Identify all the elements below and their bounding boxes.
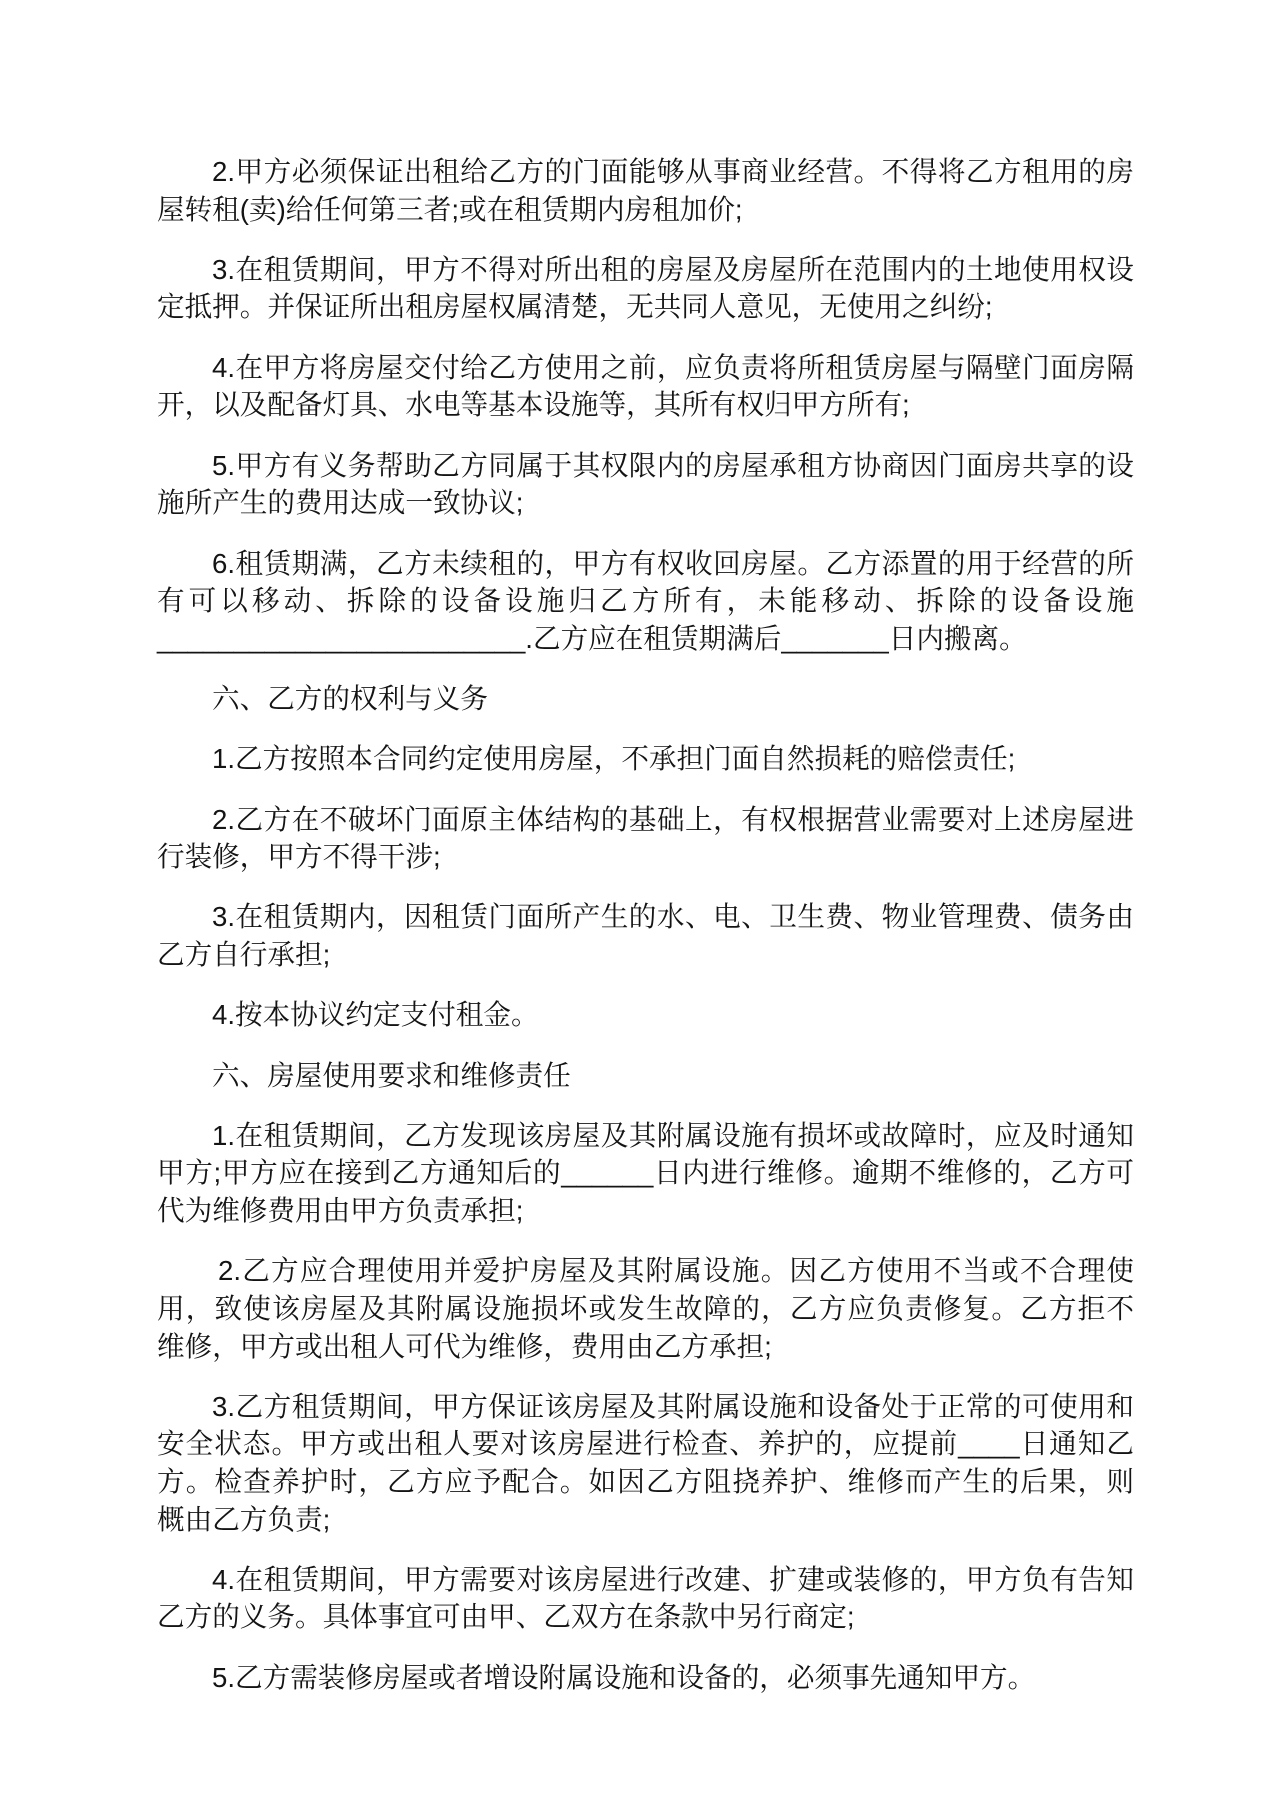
repair-clause-4 [157, 1561, 1134, 1636]
clause-line: 屋转租(卖)给任何第三者;或在租赁期内房租加价; [157, 193, 743, 225]
repair-clause-3 [157, 1388, 1134, 1538]
clause-line: 代为维修费用由甲方负责承担; [157, 1195, 524, 1227]
clause-line: 4.在甲方将房屋交付给乙方使用之前，应负责将所租赁房屋与隔壁门面房隔 [212, 351, 1134, 383]
lessor-clause-4 [157, 349, 1134, 424]
clause-line-with-blanks: ________________________.乙方应在租赁期满后_______日内搬离。 [157, 622, 1027, 654]
clause-line: 乙方自行承担; [157, 939, 331, 970]
clause-line-with-blank: 安全状态。甲方或出租人要对该房屋进行检查、养护的，应提前____日通知乙 [157, 1428, 1134, 1460]
lessee-clause-2 [157, 801, 1134, 876]
section-heading: 六、房屋使用要求和维修责任 [212, 1059, 571, 1091]
clause-line: 5.甲方有义务帮助乙方同属于其权限内的房屋承租方协商因门面房共享的设 [212, 449, 1134, 481]
clause-line: 4.按本协议约定支付租金。 [212, 999, 539, 1031]
lessor-clause-2 [157, 153, 1134, 228]
clause-line: 5.乙方需装修房屋或者增设附属设施和设备的，必须事先通知甲方。 [212, 1661, 1036, 1693]
lessee-rights-heading [157, 680, 1134, 718]
clause-line: 用，致使该房屋及其附属设施损坏或发生故障的，乙方应负责修复。乙方拒不 [157, 1292, 1134, 1324]
lessee-clause-4 [157, 996, 1134, 1034]
clause-line: 2.乙方在不破坏门面原主体结构的基础上，有权根据营业需要对上述房屋进 [212, 803, 1134, 835]
clause-line: 2.乙方应合理使用并爱护房屋及其附属设施。因乙方使用不当或不合理使 [218, 1255, 1134, 1287]
lessor-clause-3 [157, 251, 1134, 326]
clause-line: 行装修，甲方不得干涉; [157, 841, 441, 873]
repair-clause-1 [157, 1117, 1134, 1230]
clause-line: 3.在租赁期内，因租赁门面所产生的水、电、卫生费、物业管理费、债务由 [212, 901, 1134, 933]
clause-line-with-blank: 甲方;甲方应在接到乙方通知后的______日内进行维修。逾期不维修的，乙方可 [157, 1157, 1134, 1189]
repair-clause-5 [157, 1659, 1134, 1697]
clause-line: 乙方的义务。具体事宜可由甲、乙双方在条款中另行商定; [157, 1601, 855, 1633]
clause-line: 3.在租赁期间，甲方不得对所出租的房屋及房屋所在范围内的土地使用权设 [212, 253, 1134, 285]
clause-line: 维修，甲方或出租人可代为维修，费用由乙方承担; [157, 1330, 772, 1362]
repair-responsibility-heading [157, 1057, 1134, 1095]
clause-line: 施所产生的费用达成一致协议; [157, 487, 524, 519]
lessee-clause-3 [157, 898, 1134, 973]
clause-line: 1.在租赁期间，乙方发现该房屋及其附属设施有损坏或故障时，应及时通知 [212, 1119, 1134, 1151]
clause-line: 3.乙方租赁期间，甲方保证该房屋及其附属设施和设备处于正常的可使用和 [212, 1390, 1134, 1422]
lessor-clause-6 [157, 545, 1134, 658]
clause-line: 2.甲方必须保证出租给乙方的门面能够从事商业经营。不得将乙方租用的房 [212, 156, 1134, 187]
clause-line: 6.租赁期满，乙方未续租的，甲方有权收回房屋。乙方添置的用于经营的所 [212, 547, 1134, 579]
lessee-clause-1 [157, 740, 1134, 778]
clause-line: 开，以及配备灯具、水电等基本设施等，其所有权归甲方所有; [157, 389, 910, 421]
repair-clause-2 [157, 1252, 1134, 1365]
clause-line: 有可以移动、拆除的设备设施归乙方所有，未能移动、拆除的设备设施 [157, 585, 1134, 617]
lessor-clause-5 [157, 447, 1134, 522]
section-heading: 六、乙方的权利与义务 [212, 682, 488, 714]
clause-line: 4.在租赁期间，甲方需要对该房屋进行改建、扩建或装修的，甲方负有告知 [212, 1563, 1134, 1595]
clause-line: 方。检查养护时，乙方应予配合。如因乙方阻挠养护、维修而产生的后果，则 [157, 1465, 1134, 1497]
clause-line: 概由乙方负责; [157, 1503, 331, 1535]
clause-line: 定抵押。并保证所出租房屋权属清楚，无共同人意见，无使用之纠纷; [157, 291, 993, 323]
clause-line: 1.乙方按照本合同约定使用房屋，不承担门面自然损耗的赔偿责任; [212, 743, 1016, 775]
